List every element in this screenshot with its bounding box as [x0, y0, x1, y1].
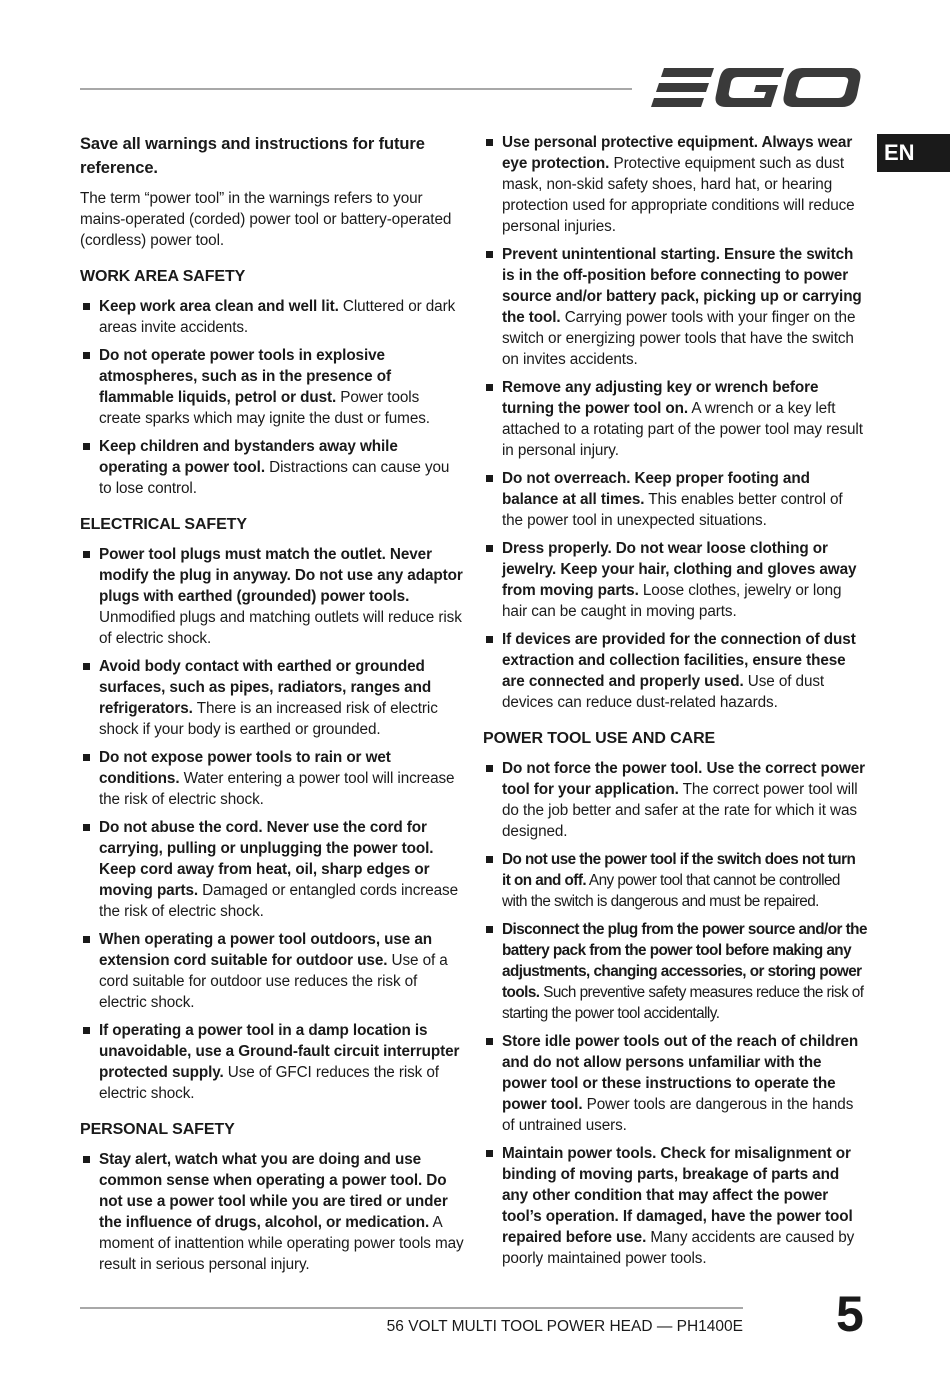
item-text: Such preventive safety measures reduce the risk of starting the power tool accidentally.	[502, 984, 864, 1022]
item-text: The correct power tool will do the job better and safer at the rate for which it was designed.	[502, 781, 858, 840]
item-bold: Do not overreach. Keep proper footing and balance at all times.	[502, 470, 810, 508]
list-item	[483, 758, 867, 842]
item-bold: Avoid body contact with earthed or grounded surfaces, such as pipes, radiators, ranges and refrigerators.	[99, 658, 432, 717]
left-column	[80, 132, 464, 1282]
intro-text: The term “power tool” in the warnings refers to your mains-operated (corded) power tool or battery-operated (cordless) power tool.	[80, 190, 452, 249]
item-text: There is an increased risk of electric shock if your body is earthed or grounded.	[99, 700, 438, 738]
list-item	[80, 1149, 464, 1275]
item-text: A wrench or a key left attached to a rotating part of the power tool may result in personal injury.	[502, 400, 863, 459]
bullet-icon	[486, 139, 493, 146]
item-bold: Stay alert, watch what you are doing and use common sense when operating a power tool. Do not use a power tool while you are tired or under the influence of drugs, alcohol, or medication.	[99, 1151, 448, 1231]
item-bold: Power tool plugs must match the outlet. Never modify the plug in anyway. Do not use any adaptor plugs with earthed (grounded) power tools.	[99, 546, 463, 605]
bullet-icon	[83, 1027, 90, 1034]
item-bold: Do not operate power tools in explosive atmospheres, such as in the presence of flammable liquids, petrol or dust.	[99, 347, 391, 406]
item-text: A moment of inattention while operating power tools may result in serious personal injury.	[99, 1214, 464, 1273]
list-item	[80, 436, 464, 499]
item-text: Use of GFCI reduces the risk of electric shock.	[99, 1064, 439, 1102]
right-column	[483, 132, 867, 1276]
section-heading-personal: PERSONAL SAFETY	[80, 1121, 235, 1138]
item-bold: Store idle power tools out of the reach of children and do not allow persons unfamiliar with the power tool or these instructions to operate the power tool.	[502, 1033, 859, 1113]
item-bold: Prevent unintentional starting. Ensure the switch is in the off-position before connecting to power source and/or battery pack, picking up or carrying the tool.	[502, 246, 862, 326]
section-heading-work-area: WORK AREA SAFETY	[80, 268, 246, 285]
list-item	[80, 544, 464, 649]
item-text: Water entering a power tool will increase the risk of electric shock.	[99, 770, 455, 808]
list-item	[483, 377, 867, 461]
item-text: Distractions can cause you to lose control.	[99, 459, 450, 497]
item-text: Any power tool that cannot be controlled with the switch is dangerous and must be repaired.	[502, 872, 840, 910]
item-text: Power tools create sparks which may ignite the dust or fumes.	[99, 389, 430, 427]
bullet-icon	[486, 384, 493, 391]
list-item	[80, 817, 464, 922]
section-heading-tool-use: POWER TOOL USE AND CARE	[483, 730, 716, 747]
item-bold: Keep work area clean and well lit.	[99, 298, 339, 315]
bullet-icon	[486, 1150, 493, 1157]
item-bold: If operating a power tool in a damp location is unavoidable, use a Ground-fault circuit interrupter protected supply.	[99, 1022, 460, 1081]
bullet-icon	[486, 856, 493, 863]
list-item	[80, 929, 464, 1013]
section-heading-electrical: ELECTRICAL SAFETY	[80, 516, 247, 533]
bullet-icon	[83, 936, 90, 943]
bullet-icon	[83, 824, 90, 831]
list-item	[80, 656, 464, 740]
bullet-icon	[486, 475, 493, 482]
bullet-icon	[83, 443, 90, 450]
item-bold: Dress properly. Do not wear loose clothing or jewelry. Keep your hair, clothing and gloves away from moving parts.	[502, 540, 857, 599]
bullet-icon	[83, 663, 90, 670]
list-item	[80, 747, 464, 810]
bullet-icon	[83, 352, 90, 359]
item-bold: Do not expose power tools to rain or wet conditions.	[99, 749, 391, 787]
bullet-icon	[486, 1038, 493, 1045]
bullet-icon	[83, 303, 90, 310]
list-item	[80, 1020, 464, 1104]
item-text: Protective equipment such as dust mask, non-skid safety shoes, hard hat, or hearing protection used for appropriate conditions will reduce personal injuries.	[502, 155, 855, 235]
item-text: Damaged or entangled cords increase the risk of electric shock.	[99, 882, 459, 920]
item-bold: Keep children and bystanders away while operating a power tool.	[99, 438, 398, 476]
bullet-icon	[486, 636, 493, 643]
header-rule	[80, 88, 632, 90]
item-text: Use of a cord suitable for outdoor use reduces the risk of electric shock.	[99, 952, 448, 1011]
bullet-icon	[486, 765, 493, 772]
bullet-icon	[83, 551, 90, 558]
list-item	[483, 849, 867, 912]
list-item	[80, 345, 464, 429]
item-text: Loose clothes, jewelry or long hair can be caught in moving parts.	[502, 582, 842, 620]
item-text: Many accidents are caused by poorly maintained power tools.	[502, 1229, 855, 1267]
item-text: Unmodified plugs and matching outlets will reduce risk of electric shock.	[99, 609, 462, 647]
list-item	[483, 132, 867, 237]
page-number: 5	[836, 1286, 862, 1342]
item-bold: Disconnect the plug from the power source and/or the battery pack from the power tool before making any adjustments, changing accessories, or storing power tools.	[502, 921, 867, 1001]
bullet-icon	[486, 251, 493, 258]
item-text: Power tools are dangerous in the hands of untrained users.	[502, 1096, 854, 1134]
item-bold: Remove any adjusting key or wrench before turning the power tool on.	[502, 379, 819, 417]
item-text: Use of dust devices can reduce dust-related hazards.	[502, 673, 825, 711]
list-item	[483, 468, 867, 531]
item-text: Carrying power tools with your finger on the switch or energizing power tools that have the switch on invites accidents.	[502, 309, 856, 368]
item-text: Cluttered or dark areas invite accidents.	[99, 298, 456, 336]
item-bold: Do not use the power tool if the switch does not turn it on and off.	[502, 851, 856, 889]
ego-logo	[650, 62, 862, 114]
bullet-icon	[486, 926, 493, 933]
item-text: This enables better control of the power tool in unexpected situations.	[502, 491, 843, 529]
item-bold: If devices are provided for the connection of dust extraction and collection facilities, ensure these are connected and properly used.	[502, 631, 856, 690]
item-bold: Do not abuse the cord. Never use the cord for carrying, pulling or unplugging the power tool. Keep cord away from heat, oil, sharp edges or moving parts.	[99, 819, 434, 899]
footer-title: 56 VOLT MULTI TOOL POWER HEAD — PH1400E	[386, 1318, 743, 1335]
footer-rule	[80, 1307, 743, 1309]
list-item	[483, 1031, 867, 1136]
item-bold: When operating a power tool outdoors, use an extension cord suitable for outdoor use.	[99, 931, 432, 969]
item-bold: Use personal protective equipment. Always wear eye protection.	[502, 134, 853, 172]
language-tab: EN	[877, 134, 950, 172]
list-item	[483, 919, 867, 1024]
bullet-icon	[486, 545, 493, 552]
bullet-icon	[83, 1156, 90, 1163]
list-item	[483, 1143, 867, 1269]
item-bold: Do not force the power tool. Use the correct power tool for your application.	[502, 760, 866, 798]
list-item	[483, 538, 867, 622]
item-bold: Maintain power tools. Check for misalignment or binding of moving parts, breakage of parts and any other condition that may affect the power tool’s operation. If damaged, have the power tool repaired before use.	[502, 1145, 853, 1246]
list-item	[80, 296, 464, 338]
bullet-icon	[83, 754, 90, 761]
intro-heading: Save all warnings and instructions for future reference.	[80, 135, 425, 177]
list-item	[483, 629, 867, 713]
list-item	[483, 244, 867, 370]
